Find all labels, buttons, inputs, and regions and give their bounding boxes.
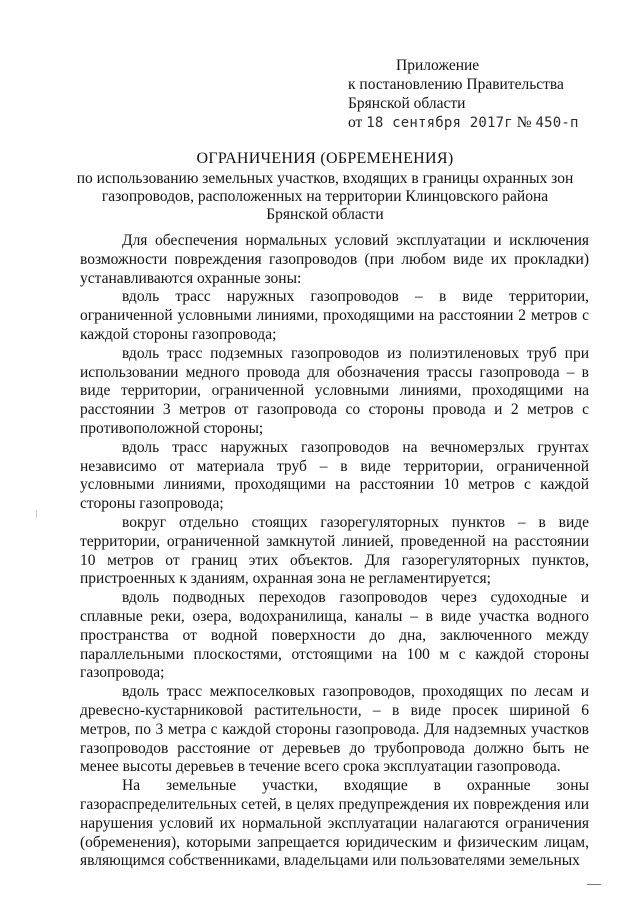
heading-line-1: по использованию земельных участков, входящих в границы охранных зон [76, 170, 574, 187]
appendix-date-prefix: от [348, 114, 367, 131]
paragraph-forest-pipelines: вдоль трасс межпоселковых газопроводов, проходящих по лесам и древесно-кустарниковой растительности, – в виде просек шириной 6 метров, по 3 метра с каждой стороны газопровода. Для надземных участков газопроводов расстояние от деревьев до трубопровода должно быть не менее высоты деревьев в течение всего срока эксплуатации газопровода. [80, 683, 589, 776]
appendix-block [348, 56, 628, 133]
appendix-date-line [348, 113, 628, 133]
document-body [80, 232, 589, 871]
heading-line-3: Брянской области [266, 206, 384, 223]
paragraph-underground-pipelines: вдоль трасс подземных газопроводов из полиэтиленовых труб при использовании медного провода для обозначения трассы газопровода – в виде территории, ограниченной условными линиями, проходящими на расстоянии 3 метров от газопровода со стороны провода и 2 метров с противоположной стороны; [80, 344, 589, 437]
heading-line-2: газопроводов, расположенных на территории Клинцовского района [101, 188, 549, 205]
scan-mark-left [36, 510, 37, 518]
appendix-date-stamp: 18 сентября 2017г [366, 115, 513, 131]
scan-mark-bottom [587, 884, 601, 885]
heading-title: ОГРАНИЧЕНИЯ (ОБРЕМЕНЕНИЯ) [196, 150, 454, 167]
paragraph-underwater-crossings: вдоль подводных переходов газопроводов через судоходные и сплавные реки, озера, водохранилища, каналы – в виде участка водного пространства от водной поверхности до дна, заключенного между параллельными плоскостями, отстоящими на 100 м с каждой стороны газопровода; [80, 589, 589, 682]
document-heading [60, 150, 590, 224]
appendix-number-sign: № [512, 114, 536, 131]
appendix-number-stamp: 450-п [535, 115, 579, 131]
paragraph-intro: Для обеспечения нормальных условий эксплуатации и исключения возможности повреждения газопроводов (при любом виде их прокладки) устанавливаются охранные зоны: [80, 232, 589, 287]
paragraph-restrictions: На земельные участки, входящие в охранные зоны газораспределительных сетей, в целях предупреждения их повреждения или нарушения условий их нормальной эксплуатации налагаются ограничения (обременения), которыми запрещается юридическим и физическим лицам, являющимся собственниками, владельцами или пользователями земельных [80, 777, 589, 870]
appendix-title: Приложение [396, 57, 480, 74]
paragraph-regulator-points: вокруг отдельно стоящих газорегуляторных пунктов – в виде территории, ограниченной замкнутой линией, проведенной на расстоянии 10 метров от границ этих объектов. Для газорегуляторных пунктов, пристроенных к зданиям, охранная зона не регламентируется; [80, 513, 589, 588]
appendix-region-line: Брянской области [348, 95, 466, 112]
appendix-decree-line: к постановлению Правительства [348, 76, 564, 93]
paragraph-outdoor-pipelines: вдоль трасс наружных газопроводов – в виде территории, ограниченной условными линиями, проходящими на расстоянии 2 метров с каждой стороны газопровода; [80, 288, 589, 343]
paragraph-permafrost-pipelines: вдоль трасс наружных газопроводов на вечномерзлых грунтах независимо от материала труб – в виде территории, ограниченной условными линиями, проходящими на расстоянии 10 метров с каждой стороны газопровода; [80, 438, 589, 513]
